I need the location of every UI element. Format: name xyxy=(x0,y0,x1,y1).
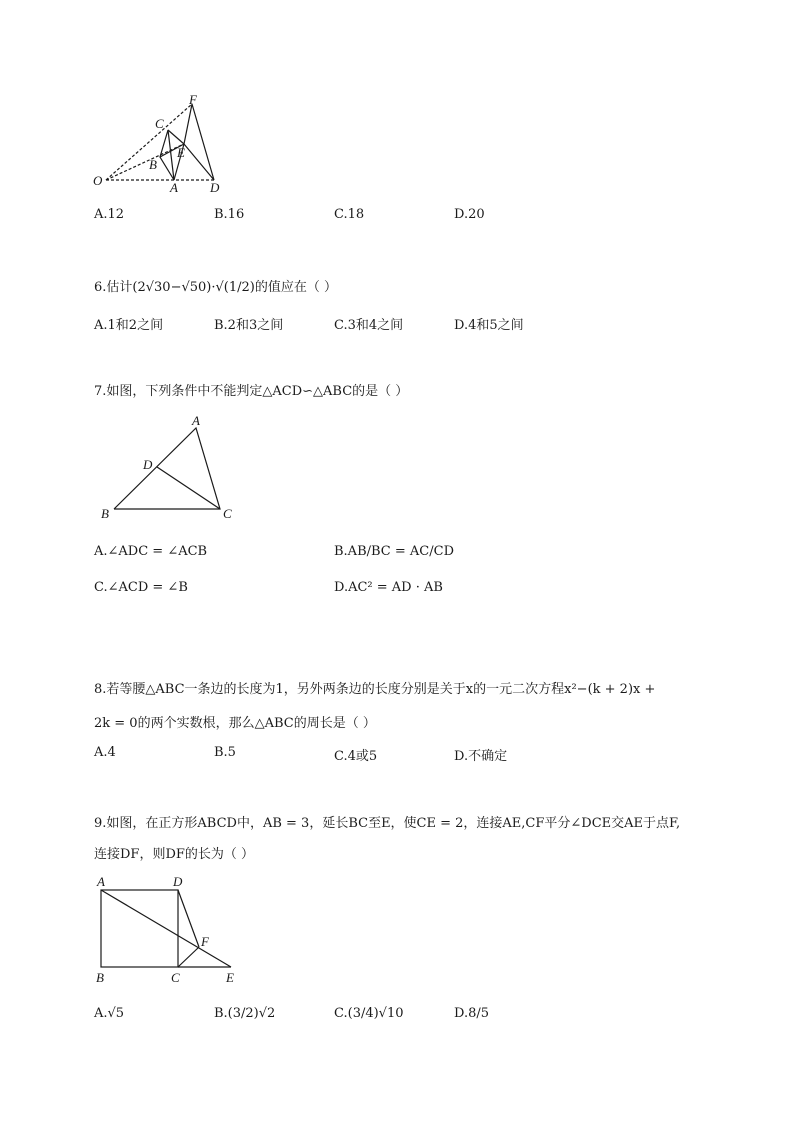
q9-label-F: F xyxy=(201,934,209,949)
q8-option-d[interactable]: D.不确定 xyxy=(454,749,508,764)
q6-stem: 6.估计(2√30−√50)·√(1/2)的值应在（ ） xyxy=(94,280,337,295)
q9-label-B: B xyxy=(96,970,104,985)
q5-label-B: B xyxy=(149,157,157,172)
q7-label-B: B xyxy=(101,506,109,521)
q5-seg-CE xyxy=(168,130,184,144)
q9-stem-line1: 9.如图，在正方形ABCD中，AB = 3，延长BC至E，使CE = 2，连接AE,CF平分∠DCE交AE于点F, xyxy=(94,816,681,831)
q5-label-A: A xyxy=(170,180,178,195)
q5-option-a[interactable]: A.12 xyxy=(94,207,125,222)
q7-figure xyxy=(96,410,246,525)
q8-option-a[interactable]: A.4 xyxy=(94,745,116,760)
q7-seg-DC xyxy=(157,467,220,509)
q8-option-c[interactable]: C.4或5 xyxy=(334,749,378,764)
q7-option-a[interactable]: A.∠ADC = ∠ACB xyxy=(94,544,208,559)
q6-option-d[interactable]: D.4和5之间 xyxy=(454,318,524,333)
q6-option-a[interactable]: A.1和2之间 xyxy=(94,318,164,333)
q5-option-c[interactable]: C.18 xyxy=(334,207,365,222)
q9-seg-DF xyxy=(178,890,199,947)
q5-option-b[interactable]: B.16 xyxy=(214,207,245,222)
q9-label-A: A xyxy=(97,874,105,889)
q8-option-b[interactable]: B.5 xyxy=(214,745,236,760)
q7-option-b[interactable]: B.AB/BC = AC/CD xyxy=(334,544,454,559)
q9-option-b[interactable]: B.(3/2)√2 xyxy=(214,1006,276,1021)
q9-label-C: C xyxy=(171,970,180,985)
q5-label-C: C xyxy=(155,116,164,131)
q9-figure xyxy=(92,872,252,987)
q5-label-O: O xyxy=(93,173,103,188)
q7-option-c[interactable]: C.∠ACD = ∠B xyxy=(94,580,188,595)
q8-stem-line2: 2k = 0的两个实数根，那么△ABC的周长是（ ） xyxy=(94,716,376,731)
q9-option-c[interactable]: C.(3/4)√10 xyxy=(334,1006,404,1021)
q5-figure xyxy=(88,92,238,202)
q7-label-D: D xyxy=(143,457,153,472)
q5-tri-ABC xyxy=(160,130,174,180)
q9-option-a[interactable]: A.√5 xyxy=(94,1006,125,1021)
q5-label-F: F xyxy=(189,92,197,107)
q9-option-d[interactable]: D.8/5 xyxy=(454,1006,490,1021)
q6-option-c[interactable]: C.3和4之间 xyxy=(334,318,404,333)
q7-label-A: A xyxy=(192,413,200,428)
q7-stem: 7.如图，下列条件中不能判定△ACD∽△ABC的是（ ） xyxy=(94,384,409,399)
q7-tri-ABC xyxy=(114,428,220,509)
q9-label-D: D xyxy=(173,874,183,889)
q5-label-D: D xyxy=(210,180,220,195)
q5-option-d[interactable]: D.20 xyxy=(454,207,485,222)
q7-label-C: C xyxy=(223,506,232,521)
q8-stem-line1: 8.若等腰△ABC一条边的长度为1，另外两条边的长度分别是关于x的一元二次方程x²−(k + 2)x + xyxy=(94,682,656,697)
q6-option-b[interactable]: B.2和3之间 xyxy=(214,318,284,333)
q5-label-E: E xyxy=(177,145,185,160)
q9-seg-AE xyxy=(101,890,231,967)
q5-tri-DEF xyxy=(184,104,214,180)
q9-stem-line2: 连接DF，则DF的长为（ ） xyxy=(94,847,255,862)
q9-label-E: E xyxy=(226,970,234,985)
q7-option-d[interactable]: D.AC² = AD · AB xyxy=(334,580,443,595)
q9-seg-CF xyxy=(178,947,199,967)
